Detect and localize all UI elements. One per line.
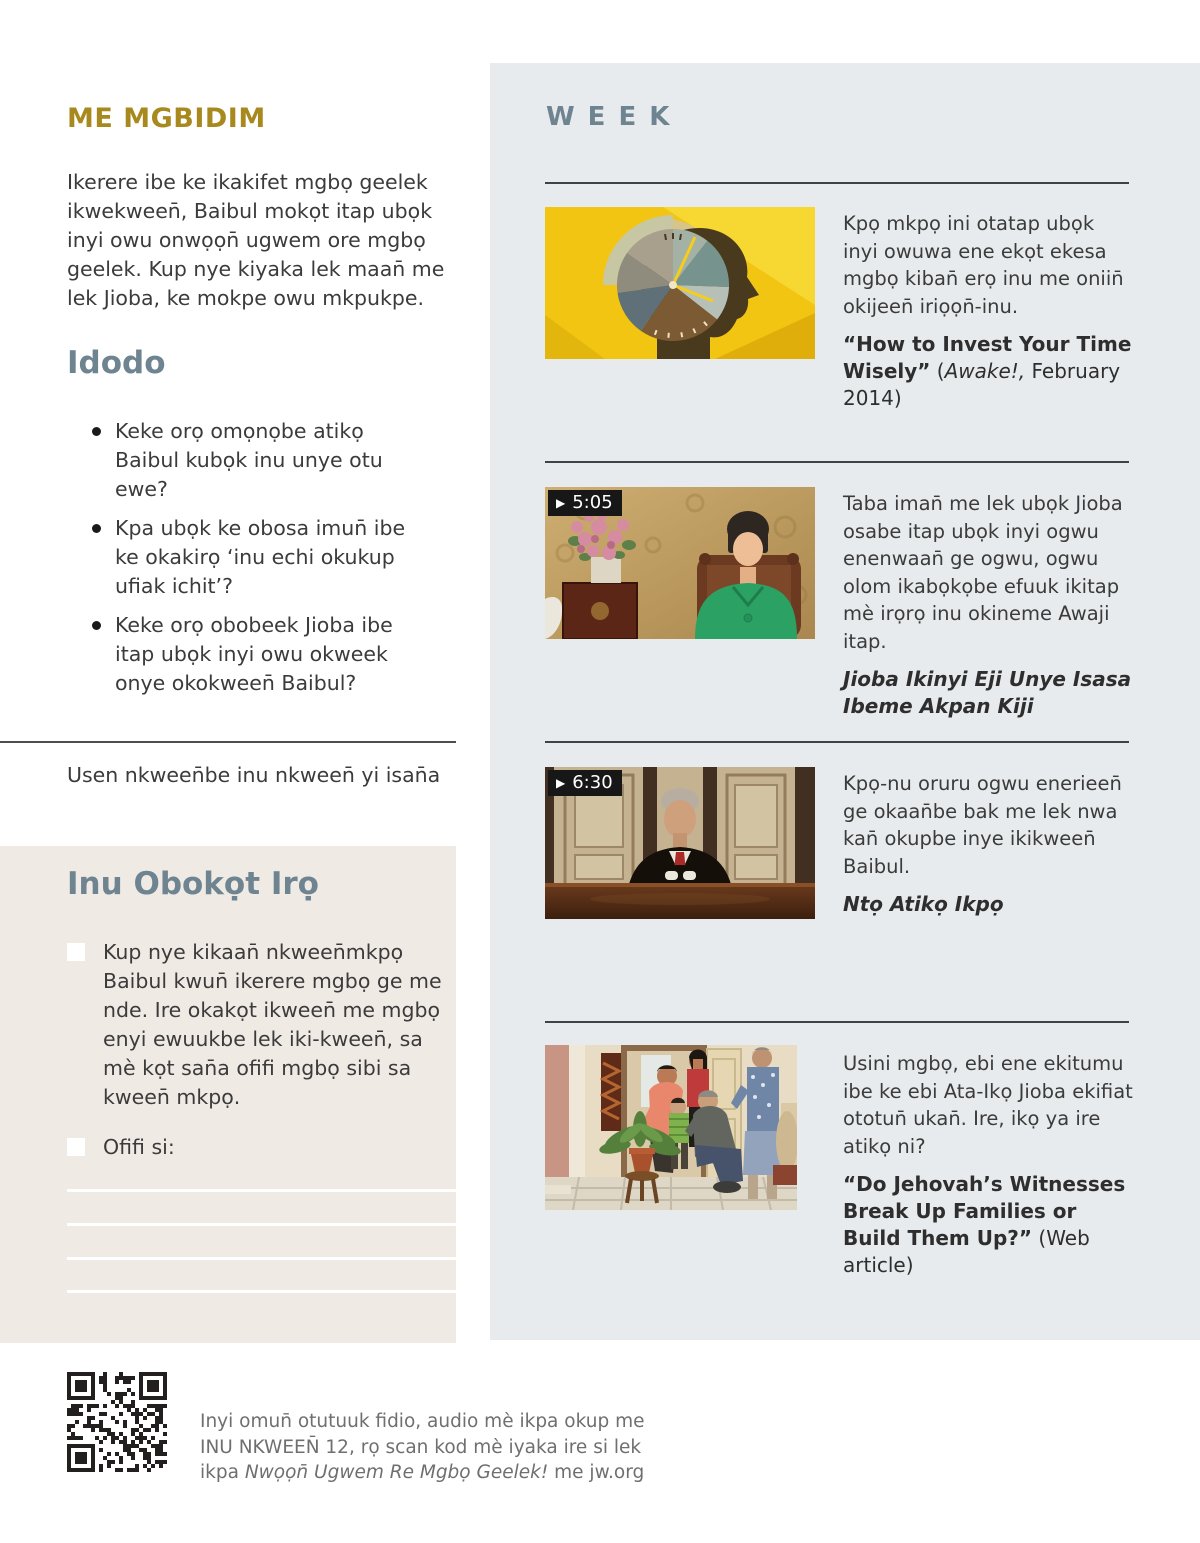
write-line (67, 1290, 456, 1293)
bullet-icon (92, 621, 101, 630)
item-reference (843, 1171, 1135, 1279)
family-greeting-illustration (545, 1045, 797, 1210)
video-title: Jioba Ikinyi Eji Unye Isasa Ibeme Akpan Kiji (843, 667, 1132, 718)
item-divider (545, 461, 1129, 463)
write-line (67, 1223, 456, 1226)
question-item (67, 514, 419, 601)
reference-title: “Do Jehovah’s Witnesses Break Up Families or Build Them Up?” (843, 1172, 1126, 1250)
reference-title: “How to Invest Your Time Wisely” (843, 332, 1132, 383)
question-item (67, 417, 419, 504)
week-item (843, 1050, 1135, 1279)
video-title: Ntọ Atikọ Ikpọ (843, 892, 1004, 916)
reference-type: (Web article) (843, 1226, 1090, 1277)
item-divider (545, 741, 1129, 743)
note-text: Usen nkween̄be inu nkween̄ yi isan̄a (67, 763, 441, 787)
item-description: Usini mgbọ, ebi ene ekitumu ibe ke ebi Ata-Ikọ Jioba ekifiat ototun̄ ukan̄. Ire, ikọ ya ire atikọ ni? (843, 1052, 1133, 1158)
video-thumbnail-businessman (545, 767, 815, 919)
question-text: Keke orọ omọnọbe atikọ Baibul kubọk inu unye otu ewe? (115, 419, 383, 501)
video-duration: 6:30 (572, 772, 613, 793)
homework-item (67, 938, 445, 1112)
play-icon: ▶ (556, 495, 566, 510)
reference-open: ( (930, 359, 945, 383)
video-duration-badge (548, 490, 622, 516)
question-item (67, 611, 419, 698)
questions-title: Idodo (67, 345, 166, 381)
item-reference (843, 331, 1135, 412)
week-title: WEEK (546, 102, 683, 132)
time-investment-illustration (545, 207, 815, 359)
checkbox[interactable] (67, 1138, 85, 1156)
play-icon: ▶ (556, 775, 566, 790)
question-text: Kpa ubọk ke obosa imun̄ ibe ke okakirọ ‘inu echi okukup ufiak ichit’? (115, 516, 406, 598)
item-description: Kpọ mkpọ ini otatap ubọk inyi owuwa ene ekọt ekesa mgbọ kiban̄ erọ inu me oniin̄ okijeen̄ iriọọn̄-inu. (843, 212, 1124, 318)
bullet-icon (92, 524, 101, 533)
video-duration-badge (548, 770, 622, 796)
homework-item (67, 1133, 445, 1162)
reference-date: February 2014) (843, 359, 1121, 410)
family-photo (545, 1045, 797, 1210)
week-item (843, 770, 1135, 918)
footer-line2: INU NKWEEN̄ 12, rọ scan kod mè iyaka ire si lek (200, 1436, 642, 1458)
homework-title: Inu Obokọt Irọ (67, 866, 319, 902)
video-thumbnail-interview (545, 487, 815, 639)
question-text: Keke orọ obobeek Jioba ibe itap ubọk inyi owu okweek onye okokween̄ Baibul? (115, 613, 393, 695)
homework-box (0, 846, 456, 1343)
intro-paragraph: Ikerere ibe ke ikakifet mgbọ geelek ikwekween̄, Baibul mokọt itap ubọk inyi owu onwọọn̄ ugwem ore mgbọ geelek. Kup nye kiyaka lek maan̄ me lek Jioba, ke mokpe owu mkpukpe. (67, 170, 445, 310)
item-description: Taba iman̄ me lek ubọk Jioba osabe itap ubọk inyi ogwu enenwaan̄ ge ogwu, ogwu olom ikabọkọbe efuuk ikitap mè irọrọ inu okineme Awaji itap. (843, 492, 1123, 653)
footer-line3-post: me jw.org (548, 1462, 645, 1483)
checkbox[interactable] (67, 943, 85, 961)
item-description: Kpọ-nu oruru ogwu enerieen̄ ge okaan̄be bak me lek nwa kan̄ okupbe inye ikikween̄ Baibul. (843, 772, 1122, 878)
homework-label: Ofifi si: (103, 1135, 175, 1159)
publication-name: Nwọọn̄ Ugwem Re Mgbọ Geelek! (244, 1462, 549, 1483)
divider (0, 741, 456, 743)
week-item (843, 490, 1135, 720)
footer-line1: Inyi omun̄ otutuuk fidio, audio mè ikpa okup me (200, 1411, 645, 1432)
write-line (67, 1189, 456, 1192)
footer-line3-pre: ikpa (200, 1462, 245, 1483)
item-divider (545, 1021, 1129, 1023)
item-divider (545, 182, 1129, 184)
magazine-name: Awake!, (944, 359, 1026, 383)
week-item (843, 210, 1135, 412)
footer-text (200, 1409, 645, 1486)
qr-code (67, 1372, 167, 1472)
homework-instruction: Kup nye kikaan̄ nkween̄mkpọ Baibul kwun̄ ikerere mgbọ ge me nde. Ire okakọt ikween̄ me mgbọ enyi ewuukbe lek iki-kween̄, sa mè kọt san̄a ofifi mgbọ sibi sa kween̄ mkpọ. (103, 940, 442, 1109)
head-clock-illustration (545, 207, 815, 359)
section-title: ME MGBIDIM (67, 103, 266, 134)
write-line (67, 1257, 456, 1260)
questions-list (67, 417, 419, 708)
bullet-icon (92, 427, 101, 436)
video-duration: 5:05 (572, 492, 613, 513)
